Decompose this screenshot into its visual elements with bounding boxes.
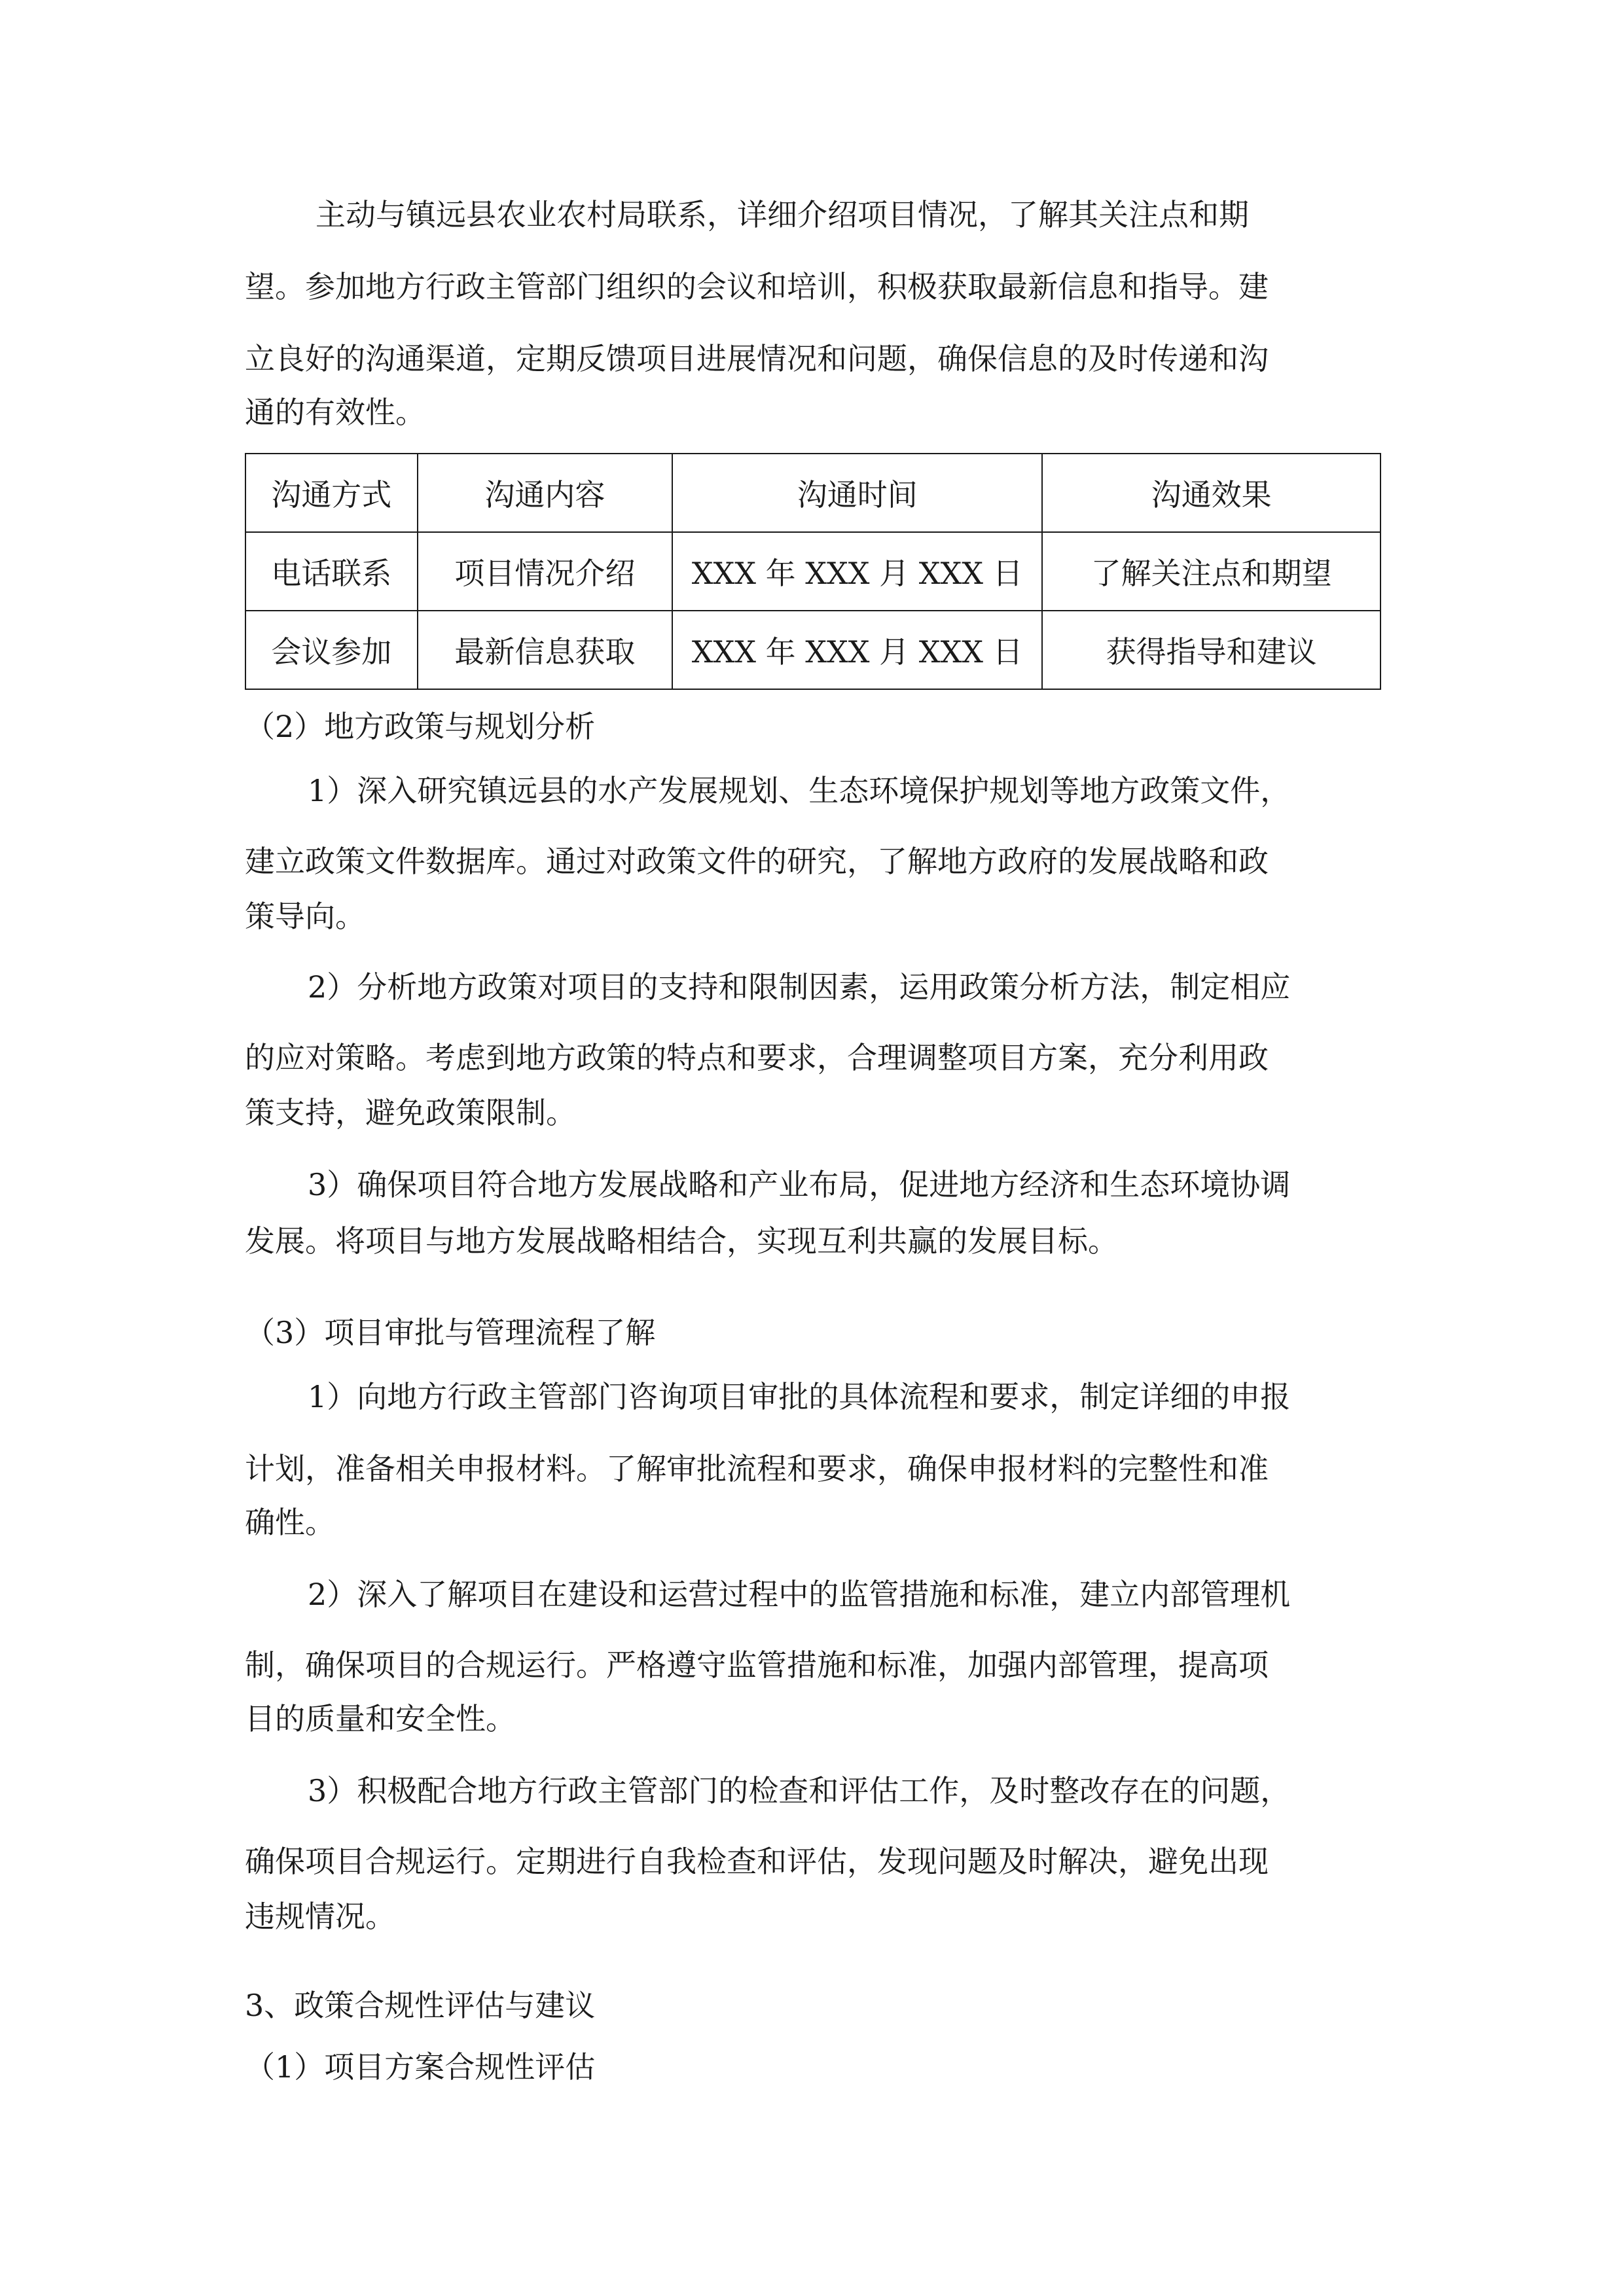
text-line: 发展。将项目与地方发展战略相结合，实现互利共赢的发展目标。 [245, 1223, 1118, 1259]
text-line: 建立政策文件数据库。通过对政策文件的研究，了解地方政府的发展战略和政 [245, 844, 1269, 879]
table-cell: XXX 年 XXX 月 XXX 日 [672, 611, 1042, 689]
text-line: 的应对策略。考虑到地方政策的特点和要求，合理调整项目方案，充分利用政 [245, 1040, 1269, 1075]
text-line: 违规情况。 [245, 1899, 395, 1934]
table-cell: XXX 年 XXX 月 XXX 日 [672, 532, 1042, 611]
text-line: 3）积极配合地方行政主管部门的检查和评估工作，及时整改存在的问题， [308, 1773, 1291, 1808]
table-header-cell: 沟通效果 [1042, 454, 1380, 532]
text-line: 2）深入了解项目在建设和运营过程中的监管措施和标准，建立内部管理机 [308, 1577, 1291, 1612]
table-header-cell: 沟通内容 [418, 454, 673, 532]
table-row [245, 611, 1380, 689]
text-line: 2）分析地方政策对项目的支持和限制因素，运用政策分析方法，制定相应 [308, 969, 1291, 1005]
text-line: 策支持，避免政策限制。 [245, 1095, 576, 1130]
table-cell: 电话联系 [245, 532, 418, 611]
text-line: 通的有效性。 [245, 395, 425, 430]
text-line: 策导向。 [245, 899, 365, 934]
table-cell: 项目情况介绍 [418, 532, 673, 611]
text-line: 主动与镇远县农业农村局联系，详细介绍项目情况，了解其关注点和期 [316, 197, 1249, 232]
table-cell: 了解关注点和期望 [1042, 532, 1380, 611]
table-header-cell: 沟通方式 [245, 454, 418, 532]
table-cell: 会议参加 [245, 611, 418, 689]
text-line: 制，确保项目的合规运行。严格遵守监管措施和标准，加强内部管理，提高项 [245, 1647, 1269, 1683]
section-heading: （3）项目审批与管理流程了解 [245, 1315, 656, 1350]
text-line: 望。参加地方行政主管部门组织的会议和培训，积极获取最新信息和指导。建 [245, 269, 1269, 304]
chapter-heading: 3、政策合规性评估与建议 [245, 1988, 596, 2023]
table-row [245, 532, 1380, 611]
text-line: 目的质量和安全性。 [245, 1701, 516, 1736]
text-line: 立良好的沟通渠道，定期反馈项目进展情况和问题，确保信息的及时传递和沟 [245, 341, 1269, 376]
section-heading: （2）地方政策与规划分析 [245, 709, 596, 744]
text-line: 1）深入研究镇远县的水产发展规划、生态环境保护规划等地方政策文件， [308, 773, 1291, 808]
table-cell: 获得指导和建议 [1042, 611, 1380, 689]
table-header-row [245, 454, 1380, 532]
table-cell: 最新信息获取 [418, 611, 673, 689]
table-header-cell: 沟通时间 [672, 454, 1042, 532]
communication-table [245, 453, 1381, 690]
text-line: 计划，准备相关申报材料。了解审批流程和要求，确保申报材料的完整性和准 [245, 1451, 1269, 1486]
text-line: 1）向地方行政主管部门咨询项目审批的具体流程和要求，制定详细的申报 [308, 1379, 1291, 1414]
subsection-heading: （1）项目方案合规性评估 [245, 2049, 596, 2085]
text-line: 确保项目合规运行。定期进行自我检查和评估，发现问题及时解决，避免出现 [245, 1844, 1269, 1879]
text-line: 确性。 [245, 1505, 335, 1540]
text-line: 3）确保项目符合地方发展战略和产业布局，促进地方经济和生态环境协调 [308, 1167, 1291, 1202]
